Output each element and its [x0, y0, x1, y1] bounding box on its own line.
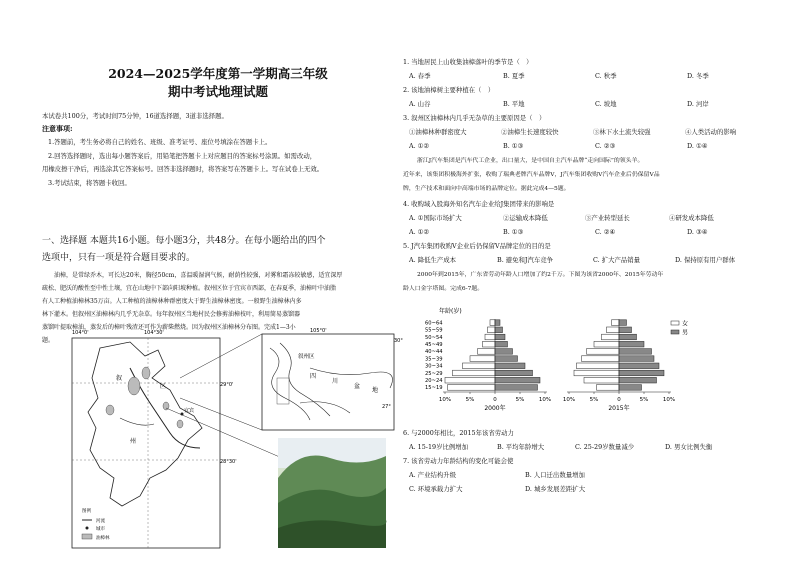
- lon-label: 105°0': [310, 328, 327, 334]
- male-bar: [619, 363, 659, 369]
- q6-option-d: D. 男女比例失衡: [665, 443, 713, 451]
- section-heading: 一、选择题 本题共16小题。每小题3分，共48分。在每小题给出的四个: [42, 236, 326, 246]
- q2-option-d: D. 河岸: [687, 100, 709, 108]
- q7-option-c: C. 环境承载力扩大: [409, 485, 463, 493]
- q7-option-b: B. 人口迁出数量增加: [525, 471, 585, 479]
- male-bar: [619, 341, 644, 347]
- q3-option-a: A. ①②: [409, 142, 430, 150]
- question-2: 2. 该地油樟树主要种植在（ ）: [403, 86, 495, 94]
- q5-option-c: C. 扩大产品销量: [593, 256, 641, 264]
- passage-line: 油樟，是常绿乔木，可长达20米，胸径50cm，喜温暖湿润气候，耐荫性较强，对雾和霜冻较敏感，适宜深厚: [54, 272, 343, 279]
- map-label: 叙: [116, 375, 123, 382]
- q4-option-d: D. ③④: [687, 228, 708, 236]
- x-tick-label: 0: [617, 397, 621, 403]
- q4-item: ③产业转型延长: [585, 214, 630, 222]
- x-tick-label: 5%: [639, 397, 649, 403]
- inset-label: 叙州区: [298, 354, 315, 360]
- female-bar: [483, 341, 496, 347]
- passage2-line: 近年来，该集团积极海外扩张，收购了瑞典老牌汽车品牌V，J汽车集团收购V汽车企业后仍保留V品: [403, 172, 660, 178]
- map-label: 州: [130, 438, 137, 445]
- exam-title: 2024—2025学年度第一学期高三年级: [108, 66, 328, 81]
- age-tick-label: 40~44: [425, 349, 443, 356]
- x-tick-label: 5%: [465, 397, 475, 403]
- right-column: [403, 0, 771, 561]
- lat-label: 30°: [394, 338, 403, 344]
- inset-label: 地: [372, 387, 379, 394]
- passage-line: 疏松、肥沃的酸性至中性土壤，宜在山地中下部向阳坡种植。叙州区位于宜宾市西部，在春夏季，油樟叶中油脂: [42, 285, 337, 292]
- lat-label: 28°30': [220, 459, 237, 465]
- question-5: 5. J汽车集团收购V企业后仍保留V品牌定位的目的是: [403, 242, 551, 250]
- q3-item: ④人类活动的影响: [685, 128, 737, 136]
- male-bar: [495, 363, 525, 369]
- female-bar: [490, 320, 495, 326]
- q3-item: ①油樟林种群密度大: [409, 128, 467, 136]
- female-bar: [488, 327, 496, 333]
- x-tick-label: 10%: [438, 397, 452, 403]
- q2-option-a: A. 山谷: [409, 100, 431, 108]
- female-bar: [602, 334, 620, 340]
- q4-item: ②运输成本降低: [503, 214, 548, 222]
- q6-option-c: C. 25-29岁数量减少: [575, 443, 635, 451]
- inset-label: 盆: [354, 383, 361, 390]
- legend-city: 城市: [96, 527, 105, 532]
- passage-line: 有人工种植油樟林35万亩。人工种植的油樟林种群密度大于野生油樟林密度。一般野生油樟林内多: [42, 298, 302, 305]
- passage-line: 林下灌木。但叙州区油樟林内几乎无杂草。每年叙州区当地村民会修剪油樟枝叶，利用简易蒸馏器: [42, 311, 301, 318]
- female-bar: [574, 370, 619, 376]
- male-bar: [495, 327, 503, 333]
- male-bar: [495, 334, 505, 340]
- male-bar: [495, 341, 508, 347]
- chart-ylabel: 年龄(岁): [439, 308, 462, 315]
- male-bar: [495, 385, 538, 391]
- q1-option-d: D. 冬季: [687, 72, 709, 80]
- female-bar: [607, 327, 620, 333]
- passage-line: 题。: [42, 337, 55, 344]
- q4-item: A. ①国际市场扩大: [409, 214, 462, 222]
- q6-option-b: B. 平均年龄增大: [497, 443, 545, 451]
- male-bar: [619, 370, 664, 376]
- q2-option-c: C. 坡地: [595, 100, 617, 108]
- male-bar: [495, 370, 533, 376]
- q7-option-a: A. 产业结构升级: [409, 471, 457, 479]
- q3-option-d: D. ①④: [687, 142, 708, 150]
- q5-option-a: A. 降低生产成本: [409, 256, 457, 264]
- female-bar: [597, 385, 620, 391]
- female-bar: [463, 363, 496, 369]
- female-bar: [470, 356, 495, 362]
- q7-option-d: D. 城乡发展差距扩大: [525, 485, 586, 493]
- pyramid-year-label: 2000年: [484, 405, 506, 412]
- forest-photo: [278, 438, 386, 548]
- q1-option-b: B. 夏季: [503, 72, 525, 80]
- x-tick-label: 10%: [538, 397, 552, 403]
- question-6: 6. 与2000年相比，2015年该省劳动力: [403, 429, 514, 437]
- male-bar: [495, 349, 513, 355]
- city-label: 宜宾: [184, 408, 195, 414]
- legend-title: 图例: [82, 509, 91, 514]
- question-3: 3. 叙州区油樟林内几乎无杂草的主要原因是（ ）: [403, 114, 546, 122]
- x-tick-label: 0: [493, 397, 497, 403]
- question-4: 4. 收购域入股海外知名汽车企业给J集团带来的影响是: [403, 200, 555, 208]
- q3-option-b: B. ①③: [503, 142, 524, 150]
- q3-item: ②油樟生长速度较快: [501, 128, 559, 136]
- lon-label: 104°0': [72, 330, 89, 336]
- female-bar: [485, 334, 495, 340]
- inset-label: 川: [332, 378, 339, 385]
- male-bar: [495, 320, 500, 326]
- female-bar: [445, 377, 495, 383]
- q5-option-b: B. 避免和J汽车竞争: [497, 256, 554, 264]
- lat-label: 29°0': [220, 382, 234, 388]
- age-tick-label: 50~54: [425, 334, 443, 341]
- q3-option-c: C. ②③: [595, 142, 616, 150]
- passage3-line: 2000年到2015年，广东省劳动年龄人口增加了约2千万。下图为该省2000年、2015年劳动年: [417, 272, 664, 278]
- age-tick-label: 15~19: [425, 385, 443, 392]
- intro-text: 本试卷共100分，考试时间75分钟，16道选择题，3道非选择题。: [42, 112, 228, 120]
- passage-line: 蒸馏叶提取樟油，蒸发后的樟叶残渣还可作为薪柴燃烧。因为叙州区油樟林分布图。完成1—3小: [42, 324, 296, 331]
- oil-camphor-map: [70, 328, 403, 553]
- age-tick-label: 55~59: [425, 327, 443, 334]
- legend-camphor: 油樟林: [96, 536, 110, 541]
- exam-subtitle: 期中考试地理试题: [167, 84, 268, 99]
- male-bar: [619, 334, 637, 340]
- question-1: 1. 当地居民上山收集油樟落叶的季节是（ ）: [403, 58, 533, 66]
- age-tick-label: 30~34: [425, 363, 443, 370]
- age-tick-label: 45~49: [425, 342, 443, 348]
- female-bar: [582, 356, 620, 362]
- passage2-line: 浙江J汽车集团是汽车代工企业，出口量大，是中国自主汽车品牌“走向国际”的领头羊。: [417, 158, 644, 164]
- note-item: 3.考试结束，将答题卡收回。: [48, 179, 131, 187]
- inset-label: 四: [310, 373, 317, 380]
- male-bar: [619, 356, 654, 362]
- x-tick-label: 5%: [515, 397, 525, 403]
- q4-item: ④研发成本降低: [669, 214, 714, 222]
- pyramid-year-label: 2015年: [608, 405, 630, 412]
- section-heading: 选项中，只有一项是符合题目要求的。: [42, 253, 196, 263]
- age-tick-label: 35~39: [425, 356, 443, 363]
- passage2-line: 牌，生产技术和面向中高端市场的品牌定位。据此完成4—5题。: [403, 186, 570, 192]
- legend-male-swatch: [671, 330, 679, 334]
- q6-option-a: A. 15-19岁比例增加: [409, 443, 469, 451]
- q1-option-c: C. 秋季: [595, 72, 617, 80]
- female-bar: [587, 349, 620, 355]
- q3-item: ③林下水土流失较强: [593, 128, 651, 136]
- q1-option-a: A. 春季: [409, 72, 431, 80]
- female-bar: [453, 370, 496, 376]
- x-tick-label: 10%: [662, 397, 676, 403]
- female-bar: [478, 349, 496, 355]
- legend-male-label: 男: [682, 329, 689, 337]
- lon-label: 104°30': [144, 330, 164, 336]
- age-tick-label: 25~29: [425, 370, 443, 377]
- passage3-line: 龄人口金字塔图。完成6-7题。: [403, 286, 484, 292]
- legend-female-label: 女: [682, 320, 689, 328]
- q4-option-b: B. ①③: [503, 228, 524, 236]
- q4-option-c: C. ②④: [595, 228, 616, 236]
- female-bar: [584, 377, 619, 383]
- male-bar: [619, 320, 627, 326]
- female-bar: [612, 320, 620, 326]
- notes-heading: 注意事项:: [42, 124, 73, 133]
- population-pyramid-chart: [423, 305, 703, 415]
- q5-option-d: D. 保持原有用户群体: [675, 256, 736, 264]
- legend-female-swatch: [671, 321, 679, 325]
- female-bar: [448, 385, 496, 391]
- question-7: 7. 该省劳动力年龄结构的变化可能会使: [403, 457, 514, 465]
- left-column: [42, 0, 403, 561]
- age-tick-label: 60~64: [425, 320, 443, 327]
- x-tick-label: 5%: [589, 397, 599, 403]
- male-bar: [495, 377, 540, 383]
- legend-river: 河流: [96, 519, 105, 524]
- male-bar: [495, 356, 518, 362]
- female-bar: [594, 341, 619, 347]
- lat-label: 27°: [382, 404, 391, 410]
- note-item: 用橡皮擦干净后，再选涂其它答案标号。回答非选择题时，将答案写在答题卡上。写在试卷上无效。: [42, 165, 324, 173]
- age-tick-label: 20~24: [425, 378, 443, 384]
- male-bar: [619, 377, 657, 383]
- x-tick-label: 10%: [562, 397, 576, 403]
- q2-option-b: B. 平地: [503, 100, 525, 108]
- male-bar: [619, 385, 642, 391]
- q4-option-a: A. ①②: [409, 228, 430, 236]
- female-bar: [577, 363, 620, 369]
- map-label: 区: [160, 383, 167, 390]
- male-bar: [619, 327, 632, 333]
- note-item: 1.答题前，考生务必将自己的姓名、班级、准考证号、座位号填涂在答题卡上。: [48, 138, 272, 146]
- note-item: 2.回答选择题时，选出每小题答案后，用铅笔把答题卡上对应题目的答案标号涂黑。如需改动，: [48, 152, 317, 160]
- male-bar: [619, 349, 652, 355]
